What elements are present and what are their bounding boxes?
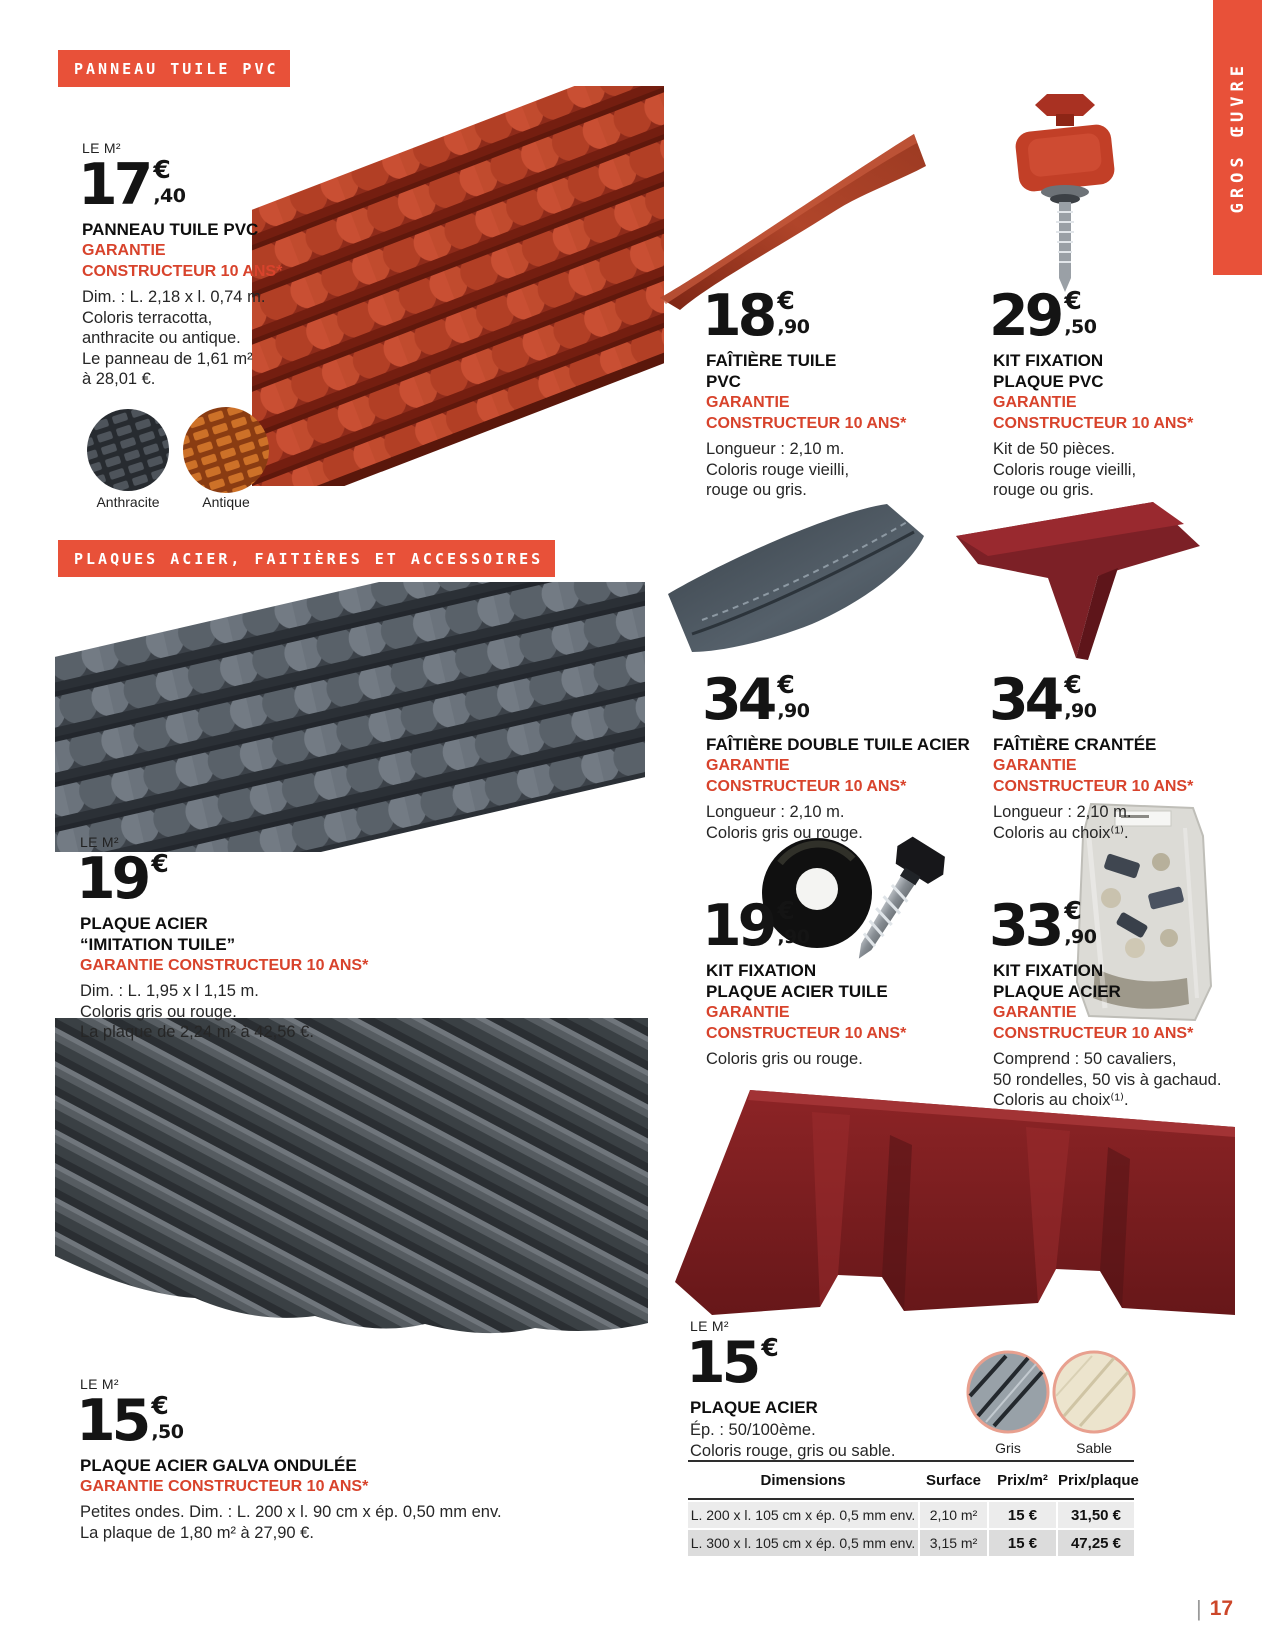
- unit-label: LE M²: [80, 834, 119, 850]
- name-line: PVC: [706, 372, 741, 391]
- product-description: [80, 1502, 640, 1543]
- name-line: FAÎTIÈRE TUILE: [706, 351, 837, 370]
- warranty-line: GARANTIE: [993, 394, 1077, 411]
- product-description: [706, 439, 966, 501]
- product-description: [706, 802, 996, 843]
- price-currency: €: [777, 896, 795, 925]
- name-line: PLAQUE ACIER GALVA ONDULÉE: [80, 1456, 357, 1475]
- table-row: [688, 1530, 1134, 1556]
- warranty-line: CONSTRUCTEUR 10 ANS*: [993, 778, 1194, 795]
- product-name: [690, 1397, 980, 1418]
- price-currency: €: [1064, 286, 1082, 315]
- price-cents: ,90: [777, 700, 810, 722]
- desc-line: La plaque de 2,24 m² à 42,56 €.: [80, 1023, 314, 1041]
- product-description: [80, 981, 420, 1043]
- warranty-line: GARANTIE: [706, 394, 790, 411]
- price-cents: ,50: [1064, 316, 1097, 338]
- price-currency: €: [1064, 896, 1082, 925]
- desc-line: rouge ou gris.: [993, 481, 1094, 499]
- desc-line: Petites ondes. Dim. : L. 200 x l. 90 cm x ép. 0,50 mm env.: [80, 1503, 502, 1521]
- warranty: [993, 1002, 1273, 1044]
- name-line: PLAQUE ACIER: [80, 914, 208, 933]
- warranty: [706, 392, 966, 434]
- desc-line: 50 rondelles, 50 vis à gachaud.: [993, 1070, 1222, 1089]
- unit-label: LE M²: [80, 1376, 119, 1392]
- cell-surface: 2,10 m²: [920, 1502, 987, 1528]
- name-line: KIT FIXATION: [706, 961, 817, 980]
- name-line: “IMITATION TUILE”: [80, 935, 236, 954]
- side-tab-gros-oeuvre: [1213, 0, 1262, 275]
- warranty-line: CONSTRUCTEUR 10 ANS*: [993, 1025, 1194, 1042]
- col-header-surface: Surface: [925, 1471, 982, 1489]
- name-line: KIT FIXATION: [993, 351, 1104, 370]
- product-name: [993, 960, 1273, 1002]
- product-name: [706, 350, 966, 392]
- desc-line: Coloris gris ou rouge.: [706, 1050, 863, 1068]
- col-header-dimensions: Dimensions: [760, 1471, 846, 1489]
- desc-line: Longueur : 2,10 m.: [993, 803, 1132, 821]
- price-euros: 15: [686, 1330, 758, 1396]
- desc-line: Coloris gris ou rouge.: [706, 823, 863, 842]
- desc-line: Coloris rouge, gris ou sable.: [690, 1441, 896, 1460]
- desc-line: Longueur : 2,10 m.: [706, 440, 845, 458]
- price-euros: 19: [76, 846, 148, 912]
- name-line: PLAQUE ACIER TUILE: [706, 982, 888, 1001]
- cell-surface: 3,15 m²: [920, 1530, 987, 1556]
- unit-label: LE M²: [82, 140, 121, 156]
- price: [702, 893, 986, 959]
- desc-line: Comprend : 50 cavaliers,: [993, 1050, 1177, 1068]
- faitiere-crantee-photo: [948, 498, 1210, 673]
- product-card-plaque-acier: [686, 1318, 980, 1461]
- cell-dimensions: L. 200 x l. 105 cm x ép. 0,5 mm env.: [688, 1502, 918, 1528]
- name-line: PLAQUE ACIER: [690, 1398, 818, 1417]
- product-card-plaque-acier-galva-ondulee: [76, 1376, 640, 1543]
- page-number-separator: |: [1196, 1596, 1202, 1621]
- desc-line: Ép. : 50/100ème.: [690, 1421, 816, 1439]
- desc-line: Kit de 50 pièces.: [993, 440, 1115, 458]
- price-currency: €: [151, 1391, 169, 1420]
- price-cents: ,40: [153, 185, 186, 207]
- warranty-line: CONSTRUCTEUR 10 ANS*: [706, 778, 907, 795]
- product-name: [80, 1455, 640, 1476]
- desc-line: Coloris au choix⁽¹⁾.: [993, 823, 1129, 842]
- col-header-prix-plaque: Prix/plaque: [1058, 1471, 1139, 1489]
- product-name: [706, 734, 996, 755]
- warranty: [993, 392, 1253, 434]
- faitiere-double-tuile-acier-photo: [662, 502, 940, 660]
- price: [989, 893, 1273, 959]
- price: [989, 667, 1253, 733]
- cell-dimensions: L. 300 x l. 105 cm x ép. 0,5 mm env.: [688, 1530, 918, 1556]
- product-description: [993, 802, 1253, 843]
- swatch-antique-photo: [183, 407, 269, 493]
- product-card-kit-fixation-plaque-pvc: [989, 283, 1253, 501]
- warranty-line: CONSTRUCTEUR 10 ANS*: [706, 1025, 907, 1042]
- desc-line: Coloris rouge vieilli,: [993, 460, 1137, 479]
- desc-line: Coloris au choix⁽¹⁾.: [993, 1091, 1129, 1109]
- price-euros: 15: [76, 1388, 148, 1454]
- price-euros: 33: [989, 893, 1061, 959]
- section-band-plaques-acier: PLAQUES ACIER, FAITIÈRES ET ACCESSOIRES: [58, 540, 555, 577]
- warranty: [82, 240, 332, 282]
- product-card-plaque-acier-imitation-tuile: [76, 834, 420, 1043]
- name-line: PLAQUE PVC: [993, 372, 1104, 391]
- price: [76, 846, 420, 912]
- cell-prix-plaque: 31,50 €: [1058, 1502, 1134, 1528]
- product-name: [706, 960, 986, 1002]
- plaque-acier-imitation-tuile-photo: [55, 582, 645, 852]
- warranty: [706, 755, 996, 797]
- price: [989, 283, 1253, 349]
- cell-prix-plaque: 47,25 €: [1058, 1530, 1134, 1556]
- warranty-line: GARANTIE: [706, 1004, 790, 1021]
- side-tab-label: GROS ŒUVRE: [1227, 61, 1248, 214]
- price: [78, 152, 332, 218]
- warranty-line: CONSTRUCTEUR 10 ANS*: [706, 415, 907, 432]
- product-description: [82, 287, 332, 390]
- desc-line: anthracite ou antique.: [82, 329, 241, 347]
- product-name: [993, 350, 1253, 392]
- warranty: [80, 1476, 640, 1497]
- swatch-label-sable: Sable: [1076, 1440, 1112, 1456]
- product-description: [993, 1049, 1273, 1111]
- kit-fixation-plaque-pvc-photo: [985, 88, 1145, 298]
- price-cents: ,50: [151, 1421, 184, 1443]
- product-card-panneau-tuile-pvc: [78, 140, 332, 390]
- product-card-faitiere-double-tuile-acier: [702, 667, 996, 843]
- swatch-anthracite-photo: [87, 409, 169, 491]
- price-currency: €: [153, 155, 171, 184]
- price-euros: 18: [702, 283, 774, 349]
- price-currency: €: [777, 670, 795, 699]
- desc-line: Le panneau de 1,61 m²: [82, 349, 253, 368]
- price-cents: ,90: [777, 926, 810, 948]
- page-number: [1196, 1596, 1233, 1622]
- price-currency: €: [1064, 670, 1082, 699]
- name-line: FAÎTIÈRE CRANTÉE: [993, 735, 1157, 754]
- price-currency: €: [151, 849, 169, 878]
- cell-prix-m2: 15 €: [989, 1502, 1056, 1528]
- desc-line: rouge ou gris.: [706, 481, 807, 499]
- product-name: [80, 913, 420, 955]
- warranty-line: CONSTRUCTEUR 10 ANS*: [993, 415, 1194, 432]
- page-number-value: 17: [1209, 1597, 1234, 1620]
- plaque-acier-galva-ondulee-photo: [55, 1018, 648, 1345]
- desc-line: La plaque de 1,80 m² à 27,90 €.: [80, 1523, 314, 1542]
- price-euros: 34: [989, 667, 1061, 733]
- price: [702, 667, 996, 733]
- warranty: [706, 1002, 986, 1044]
- desc-line: Dim. : L. 2,18 x l. 0,74 m.: [82, 288, 266, 306]
- product-description: [706, 1049, 986, 1070]
- swatch-label-antique: Antique: [202, 494, 250, 510]
- warranty-line: GARANTIE CONSTRUCTEUR 10 ANS*: [80, 1478, 369, 1495]
- swatch-sable-photo: [1052, 1350, 1136, 1434]
- warranty: [80, 955, 420, 976]
- price-table-header: [688, 1460, 1139, 1500]
- table-row: [688, 1502, 1134, 1528]
- warranty-line: CONSTRUCTEUR 10 ANS*: [82, 263, 283, 280]
- price-table: [688, 1460, 1139, 1556]
- warranty-line: GARANTIE: [706, 757, 790, 774]
- price-euros: 29: [989, 283, 1061, 349]
- swatch-label-gris: Gris: [995, 1440, 1021, 1456]
- product-card-faitiere-tuile-pvc: [702, 283, 966, 501]
- price-currency: €: [761, 1333, 779, 1362]
- faitiere-tuile-pvc-photo: [652, 112, 942, 315]
- price-euros: 19: [702, 893, 774, 959]
- swatch-label-anthracite: Anthracite: [96, 494, 160, 510]
- warranty-line: GARANTIE: [993, 1004, 1077, 1021]
- desc-line: Coloris gris ou rouge.: [80, 1002, 237, 1021]
- desc-line: Coloris rouge vieilli,: [706, 460, 850, 479]
- price-cents: ,90: [1064, 700, 1097, 722]
- name-line: FAÎTIÈRE DOUBLE TUILE ACIER: [706, 735, 970, 754]
- product-name: [82, 219, 332, 240]
- warranty-line: GARANTIE: [993, 757, 1077, 774]
- product-card-kit-fixation-plaque-acier: [989, 893, 1273, 1111]
- product-description: [993, 439, 1253, 501]
- product-card-kit-fixation-plaque-acier-tuile: [702, 893, 986, 1070]
- price: [702, 283, 966, 349]
- price-currency: €: [777, 286, 795, 315]
- warranty-line: GARANTIE: [82, 242, 166, 259]
- desc-line: Longueur : 2,10 m.: [706, 803, 845, 821]
- warranty-line: GARANTIE CONSTRUCTEUR 10 ANS*: [80, 957, 369, 974]
- desc-line: Coloris terracotta,: [82, 308, 213, 327]
- name-line: PLAQUE ACIER: [993, 982, 1121, 1001]
- unit-label: LE M²: [690, 1318, 729, 1334]
- desc-line: Dim. : L. 1,95 x l 1,15 m.: [80, 982, 259, 1000]
- price: [686, 1330, 980, 1396]
- product-card-faitiere-crantee: [989, 667, 1253, 843]
- price-euros: 17: [78, 152, 150, 218]
- section-band-panneau-tuile-pvc: PANNEAU TUILE PVC: [58, 50, 290, 87]
- price-euros: 34: [702, 667, 774, 733]
- price: [76, 1388, 640, 1454]
- price-cents: ,90: [1064, 926, 1097, 948]
- plaque-acier-photo: [652, 1075, 1235, 1325]
- desc-line: à 28,01 €.: [82, 370, 156, 388]
- name-line: KIT FIXATION: [993, 961, 1104, 980]
- product-description: [690, 1420, 980, 1461]
- cell-prix-m2: 15 €: [989, 1530, 1056, 1556]
- product-name: [993, 734, 1253, 755]
- name-line: PANNEAU TUILE PVC: [82, 220, 259, 239]
- warranty: [993, 755, 1253, 797]
- col-header-prix-m2: Prix/m²: [997, 1471, 1048, 1489]
- price-cents: ,90: [777, 316, 810, 338]
